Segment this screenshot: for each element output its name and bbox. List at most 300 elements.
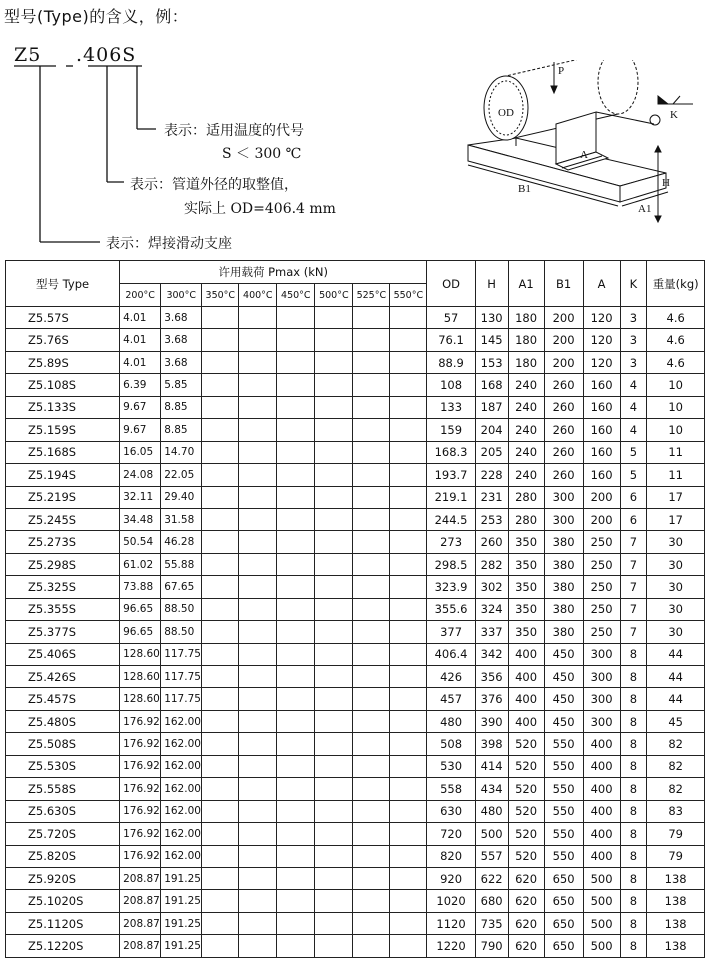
cell-load-empty: [315, 845, 353, 867]
cell-load-200: 176.92: [120, 755, 161, 777]
cell-value: 7: [620, 576, 647, 598]
cell-load-empty: [315, 890, 353, 912]
cell-value: 630: [427, 800, 475, 822]
cell-value: 76.1: [427, 329, 475, 351]
cell-value: 8: [620, 688, 647, 710]
cell-load-empty: [390, 823, 427, 845]
cell-load-empty: [239, 396, 277, 418]
cell-value: 300: [583, 643, 620, 665]
cell-type: Z5.630S: [6, 800, 120, 822]
cell-load-empty: [390, 800, 427, 822]
cell-load-empty: [315, 553, 353, 575]
cell-load-empty: [202, 508, 239, 530]
cell-load-empty: [315, 531, 353, 553]
cell-type: Z5.325S: [6, 576, 120, 598]
cell-load-empty: [353, 823, 390, 845]
cell-value: 240: [508, 374, 544, 396]
cell-load-empty: [202, 307, 239, 329]
cell-value: 480: [475, 800, 508, 822]
cell-value: 231: [475, 486, 508, 508]
cell-load-empty: [239, 464, 277, 486]
cell-value: 8: [620, 823, 647, 845]
table-row: [6, 733, 705, 755]
cell-load-empty: [202, 800, 239, 822]
cell-value: 193.7: [427, 464, 475, 486]
cell-value: 160: [583, 419, 620, 441]
cell-load-empty: [239, 755, 277, 777]
legend-type-label: 表示：焊接滑动支座: [106, 236, 232, 252]
cell-type: Z5.558S: [6, 778, 120, 800]
cell-load-empty: [353, 710, 390, 732]
cell-load-empty: [277, 710, 315, 732]
cell-value: 200: [544, 307, 583, 329]
cell-load-empty: [277, 531, 315, 553]
cell-load-empty: [202, 396, 239, 418]
cell-load-200: 34.48: [120, 508, 161, 530]
cell-value: 376: [475, 688, 508, 710]
cell-load-empty: [239, 845, 277, 867]
spec-table: [5, 260, 705, 958]
cell-load-empty: [239, 778, 277, 800]
cell-value: 6: [620, 486, 647, 508]
cell-value: 120: [583, 351, 620, 373]
cell-value: 79: [647, 845, 705, 867]
cell-value: 8: [620, 778, 647, 800]
cell-value: 205: [475, 441, 508, 463]
table-row: [6, 890, 705, 912]
cell-load-empty: [315, 329, 353, 351]
cell-value: 44: [647, 666, 705, 688]
cell-load-empty: [353, 464, 390, 486]
cell-load-empty: [315, 419, 353, 441]
cell-value: 350: [508, 553, 544, 575]
cell-load-200: 16.05: [120, 441, 161, 463]
cell-value: 280: [508, 486, 544, 508]
cell-type: Z5.480S: [6, 710, 120, 732]
cell-value: 520: [508, 823, 544, 845]
cell-type: Z5.89S: [6, 351, 120, 373]
cell-value: 204: [475, 419, 508, 441]
cell-load-empty: [390, 778, 427, 800]
table-row: [6, 643, 705, 665]
cell-type: Z5.530S: [6, 755, 120, 777]
cell-load-empty: [277, 755, 315, 777]
diagram-label-p: P: [558, 65, 565, 77]
cell-value: 300: [544, 486, 583, 508]
cell-type: Z5.820S: [6, 845, 120, 867]
cell-load-empty: [202, 666, 239, 688]
cell-value: 180: [508, 307, 544, 329]
cell-value: 83: [647, 800, 705, 822]
cell-value: 159: [427, 419, 475, 441]
cell-load-empty: [202, 486, 239, 508]
cell-value: 120: [583, 329, 620, 351]
cell-value: 500: [583, 935, 620, 957]
cell-value: 650: [544, 912, 583, 934]
cell-value: 180: [508, 329, 544, 351]
cell-load-empty: [277, 778, 315, 800]
cell-load-empty: [353, 374, 390, 396]
cell-load-200: 128.60: [120, 666, 161, 688]
cell-load-empty: [239, 912, 277, 934]
cell-load-empty: [202, 845, 239, 867]
table-row: [6, 688, 705, 710]
cell-type: Z5.508S: [6, 733, 120, 755]
table-row: [6, 396, 705, 418]
cell-value: 4.6: [647, 307, 705, 329]
cell-value: 398: [475, 733, 508, 755]
cell-load-empty: [277, 867, 315, 889]
cell-load-300: 5.85: [161, 374, 202, 396]
cell-value: 44: [647, 688, 705, 710]
cell-type: Z5.720S: [6, 823, 120, 845]
cell-load-empty: [390, 890, 427, 912]
cell-load-empty: [315, 508, 353, 530]
cell-load-empty: [353, 508, 390, 530]
cell-value: 30: [647, 598, 705, 620]
table-row: [6, 486, 705, 508]
cell-load-empty: [353, 912, 390, 934]
cell-load-empty: [315, 778, 353, 800]
cell-value: 200: [583, 486, 620, 508]
cell-value: 200: [583, 508, 620, 530]
cell-load-empty: [390, 307, 427, 329]
cell-value: 377: [427, 621, 475, 643]
cell-type: Z5.1020S: [6, 890, 120, 912]
cell-value: 520: [508, 755, 544, 777]
cell-value: 11: [647, 441, 705, 463]
cell-value: 5: [620, 464, 647, 486]
cell-load-300: 117.75: [161, 688, 202, 710]
cell-value: 620: [508, 912, 544, 934]
cell-value: 300: [583, 688, 620, 710]
cell-load-200: 73.88: [120, 576, 161, 598]
legend-temp-label: 表示：适用温度的代号: [164, 123, 304, 139]
cell-load-200: 4.01: [120, 329, 161, 351]
cell-load-empty: [277, 912, 315, 934]
cell-value: 250: [583, 553, 620, 575]
table-row: [6, 935, 705, 957]
cell-type: Z5.108S: [6, 374, 120, 396]
table-row: [6, 823, 705, 845]
cell-load-empty: [239, 351, 277, 373]
cell-value: 8: [620, 643, 647, 665]
cell-type: Z5.273S: [6, 531, 120, 553]
cell-load-empty: [390, 845, 427, 867]
cell-load-empty: [353, 621, 390, 643]
cell-value: 380: [544, 621, 583, 643]
table-row: [6, 441, 705, 463]
cell-load-300: 162.00: [161, 800, 202, 822]
cell-value: 300: [583, 666, 620, 688]
cell-load-empty: [277, 374, 315, 396]
cell-value: 380: [544, 576, 583, 598]
cell-value: 187: [475, 396, 508, 418]
cell-type: Z5.298S: [6, 553, 120, 575]
cell-value: 1220: [427, 935, 475, 957]
diagram-label-k: K: [670, 109, 678, 121]
cell-load-empty: [202, 890, 239, 912]
cell-value: 400: [583, 845, 620, 867]
cell-load-300: 3.68: [161, 307, 202, 329]
cell-value: 457: [427, 688, 475, 710]
cell-value: 500: [583, 890, 620, 912]
cell-value: 508: [427, 733, 475, 755]
table-row: [6, 508, 705, 530]
cell-value: 1120: [427, 912, 475, 934]
cell-value: 406.4: [427, 643, 475, 665]
cell-value: 480: [427, 710, 475, 732]
cell-load-empty: [277, 935, 315, 957]
cell-load-empty: [239, 486, 277, 508]
cell-load-200: 32.11: [120, 486, 161, 508]
table-row: [6, 576, 705, 598]
cell-value: 82: [647, 778, 705, 800]
cell-load-300: 191.25: [161, 867, 202, 889]
cell-load-empty: [353, 867, 390, 889]
table-row: [6, 598, 705, 620]
cell-load-empty: [390, 666, 427, 688]
diagram-label-a1: A1: [638, 203, 652, 215]
cell-value: 620: [508, 867, 544, 889]
cell-value: 450: [544, 710, 583, 732]
cell-load-empty: [239, 374, 277, 396]
cell-value: 650: [544, 935, 583, 957]
cell-load-300: 162.00: [161, 845, 202, 867]
cell-load-empty: [277, 621, 315, 643]
cell-value: 8: [620, 755, 647, 777]
cell-load-empty: [277, 688, 315, 710]
cell-load-200: 176.92: [120, 845, 161, 867]
cell-value: 520: [508, 800, 544, 822]
cell-load-300: 162.00: [161, 755, 202, 777]
cell-value: 250: [583, 621, 620, 643]
cell-load-empty: [315, 486, 353, 508]
cell-value: 138: [647, 912, 705, 934]
cell-value: 6: [620, 508, 647, 530]
cell-value: 260: [544, 374, 583, 396]
cell-load-empty: [277, 598, 315, 620]
temp-header-0: 200°C: [120, 284, 161, 307]
cell-load-empty: [353, 531, 390, 553]
cell-load-empty: [315, 710, 353, 732]
cell-load-empty: [239, 800, 277, 822]
cell-load-empty: [353, 666, 390, 688]
cell-load-empty: [353, 643, 390, 665]
cell-load-300: 191.25: [161, 912, 202, 934]
cell-value: 400: [508, 710, 544, 732]
cell-load-200: 208.87: [120, 935, 161, 957]
cell-load-empty: [277, 733, 315, 755]
cell-value: 550: [544, 800, 583, 822]
cell-load-empty: [239, 598, 277, 620]
cell-load-empty: [315, 912, 353, 934]
cell-value: 7: [620, 621, 647, 643]
cell-load-empty: [353, 307, 390, 329]
cell-value: 10: [647, 419, 705, 441]
temp-header-5: 500°C: [315, 284, 353, 307]
cell-load-empty: [239, 643, 277, 665]
cell-load-empty: [277, 666, 315, 688]
cell-load-empty: [390, 329, 427, 351]
cell-load-300: 88.50: [161, 621, 202, 643]
table-row: [6, 531, 705, 553]
cell-load-empty: [202, 464, 239, 486]
cell-value: 240: [508, 441, 544, 463]
cell-value: 680: [475, 890, 508, 912]
cell-load-empty: [315, 666, 353, 688]
cell-load-300: 162.00: [161, 778, 202, 800]
cell-load-empty: [390, 508, 427, 530]
cell-load-empty: [353, 800, 390, 822]
cell-load-300: 46.28: [161, 531, 202, 553]
cell-value: 57: [427, 307, 475, 329]
cell-load-empty: [315, 464, 353, 486]
cell-value: 44: [647, 643, 705, 665]
cell-load-empty: [390, 464, 427, 486]
cell-load-empty: [390, 621, 427, 643]
cell-value: 133: [427, 396, 475, 418]
cell-load-empty: [202, 823, 239, 845]
cell-value: 8: [620, 666, 647, 688]
cell-type: Z5.377S: [6, 621, 120, 643]
cell-value: 550: [544, 755, 583, 777]
cell-load-empty: [353, 576, 390, 598]
cell-value: 355.6: [427, 598, 475, 620]
cell-load-empty: [202, 351, 239, 373]
cell-type: Z5.133S: [6, 396, 120, 418]
cell-load-empty: [239, 710, 277, 732]
cell-load-empty: [277, 307, 315, 329]
cell-value: 450: [544, 643, 583, 665]
cell-value: 350: [508, 598, 544, 620]
table-row: [6, 912, 705, 934]
cell-type: Z5.219S: [6, 486, 120, 508]
cell-value: 3: [620, 351, 647, 373]
cell-load-300: 3.68: [161, 351, 202, 373]
cell-load-empty: [353, 733, 390, 755]
cell-value: 219.1: [427, 486, 475, 508]
cell-load-empty: [390, 576, 427, 598]
cell-value: 138: [647, 935, 705, 957]
cell-load-empty: [390, 688, 427, 710]
cell-value: 240: [508, 419, 544, 441]
cell-value: 380: [544, 598, 583, 620]
cell-value: 400: [508, 643, 544, 665]
cell-value: 735: [475, 912, 508, 934]
support-diagram: [458, 60, 703, 245]
cell-load-empty: [239, 441, 277, 463]
cell-load-empty: [277, 351, 315, 373]
temp-header-2: 350°C: [202, 284, 239, 307]
cell-value: 720: [427, 823, 475, 845]
cell-load-empty: [315, 307, 353, 329]
cell-load-empty: [277, 643, 315, 665]
cell-value: 400: [583, 823, 620, 845]
cell-load-empty: [315, 823, 353, 845]
cell-value: 620: [508, 935, 544, 957]
table-row: [6, 710, 705, 732]
cell-load-empty: [239, 531, 277, 553]
temp-header-1: 300°C: [161, 284, 202, 307]
cell-value: 8: [620, 733, 647, 755]
cell-load-empty: [202, 329, 239, 351]
cell-load-empty: [239, 329, 277, 351]
diagram-label-b1: B1: [518, 183, 531, 195]
cell-value: 282: [475, 553, 508, 575]
cell-load-200: 176.92: [120, 733, 161, 755]
cell-value: 240: [508, 396, 544, 418]
cell-load-empty: [202, 576, 239, 598]
cell-value: 622: [475, 867, 508, 889]
cell-value: 250: [583, 598, 620, 620]
cell-value: 4.6: [647, 351, 705, 373]
cell-load-300: 29.40: [161, 486, 202, 508]
cell-type: Z5.426S: [6, 666, 120, 688]
cell-value: 920: [427, 867, 475, 889]
cell-value: 260: [475, 531, 508, 553]
cell-load-empty: [390, 755, 427, 777]
cell-value: 302: [475, 576, 508, 598]
cell-value: 324: [475, 598, 508, 620]
cell-value: 168: [475, 374, 508, 396]
cell-value: 557: [475, 845, 508, 867]
cell-load-empty: [239, 307, 277, 329]
cell-load-empty: [277, 845, 315, 867]
cell-value: 260: [544, 464, 583, 486]
legend-temp-value: S ＜ 300 ℃: [222, 146, 302, 162]
cell-load-empty: [353, 935, 390, 957]
cell-load-empty: [390, 396, 427, 418]
cell-load-empty: [315, 733, 353, 755]
cell-value: 400: [508, 666, 544, 688]
cell-value: 450: [544, 688, 583, 710]
cell-value: 650: [544, 890, 583, 912]
cell-value: 5: [620, 441, 647, 463]
cell-load-empty: [390, 441, 427, 463]
cell-load-empty: [353, 329, 390, 351]
cell-value: 790: [475, 935, 508, 957]
cell-value: 260: [544, 441, 583, 463]
cell-value: 160: [583, 374, 620, 396]
cell-value: 8: [620, 710, 647, 732]
cell-value: 138: [647, 890, 705, 912]
temp-header-6: 525°C: [353, 284, 390, 307]
cell-load-300: 55.88: [161, 553, 202, 575]
cell-load-empty: [202, 643, 239, 665]
cell-load-300: 8.85: [161, 396, 202, 418]
cell-load-empty: [315, 643, 353, 665]
table-row: [6, 755, 705, 777]
cell-load-empty: [315, 351, 353, 373]
temp-header-7: 550°C: [390, 284, 427, 307]
cell-value: 520: [508, 845, 544, 867]
cell-value: 400: [583, 733, 620, 755]
cell-load-empty: [202, 598, 239, 620]
table-row: [6, 621, 705, 643]
cell-value: 82: [647, 755, 705, 777]
cell-load-empty: [390, 643, 427, 665]
cell-value: 550: [544, 845, 583, 867]
cell-value: 88.9: [427, 351, 475, 373]
cell-value: 120: [583, 307, 620, 329]
cell-load-empty: [277, 464, 315, 486]
table-row: [6, 351, 705, 373]
temp-header-4: 450°C: [277, 284, 315, 307]
cell-value: 350: [508, 621, 544, 643]
cell-load-empty: [239, 553, 277, 575]
cell-value: 8: [620, 912, 647, 934]
